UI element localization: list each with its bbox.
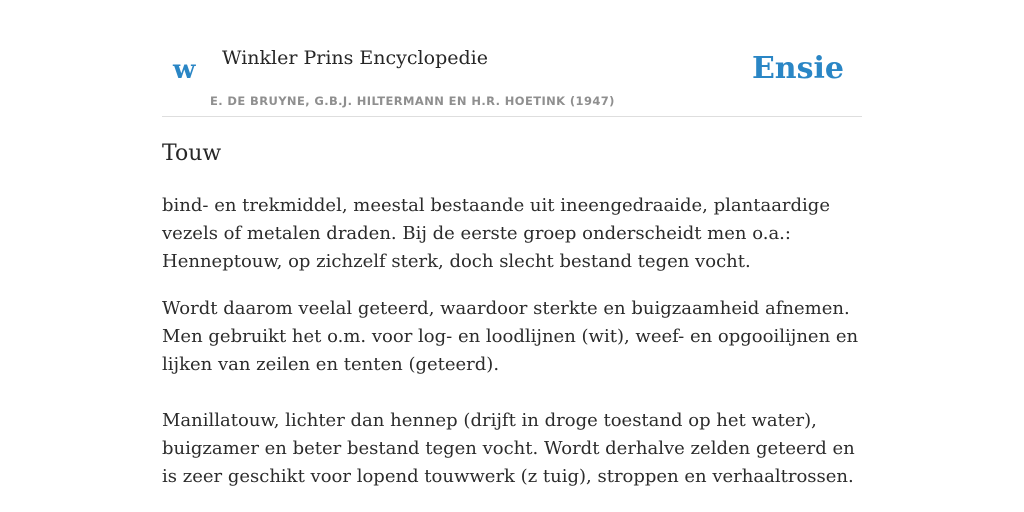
page-header (162, 0, 862, 117)
encyclopedia-logo-icon[interactable]: w (173, 55, 196, 85)
brand-logo[interactable]: Ensie (751, 51, 844, 86)
entry-paragraph: bind- en trekmiddel, meestal bestaande uit ineengedraaide, plantaardige vezels of metalen draden. Bij de eerste groep onderscheidt men o.a.: Henneptouw, op zichzelf sterk, doch slecht bestand tegen vocht. (162, 195, 830, 272)
entry-title: Touw (162, 141, 222, 166)
entry-paragraph: Manillatouw, lichter dan hennep (drijft in droge toestand op het water), buigzamer en beter bestand tegen vocht. Wordt derhalve zelden geteerd en is zeer geschikt voor lopend touwwerk (z tuig), stroppen en verhaaltrossen. (162, 410, 855, 487)
authors-line: E. DE BRUYNE, G.B.J. HILTERMANN EN H.R. HOETINK (1947) (210, 94, 615, 108)
publication-title[interactable]: Winkler Prins Encyclopedie (222, 47, 488, 69)
entry-paragraph: Wordt daarom veelal geteerd, waardoor sterkte en buigzaamheid afnemen. Men gebruikt het o.m. voor log- en loodlijnen (wit), weef- en opgooilijnen en lijken van zeilen en tenten (geteerd). (162, 298, 859, 375)
